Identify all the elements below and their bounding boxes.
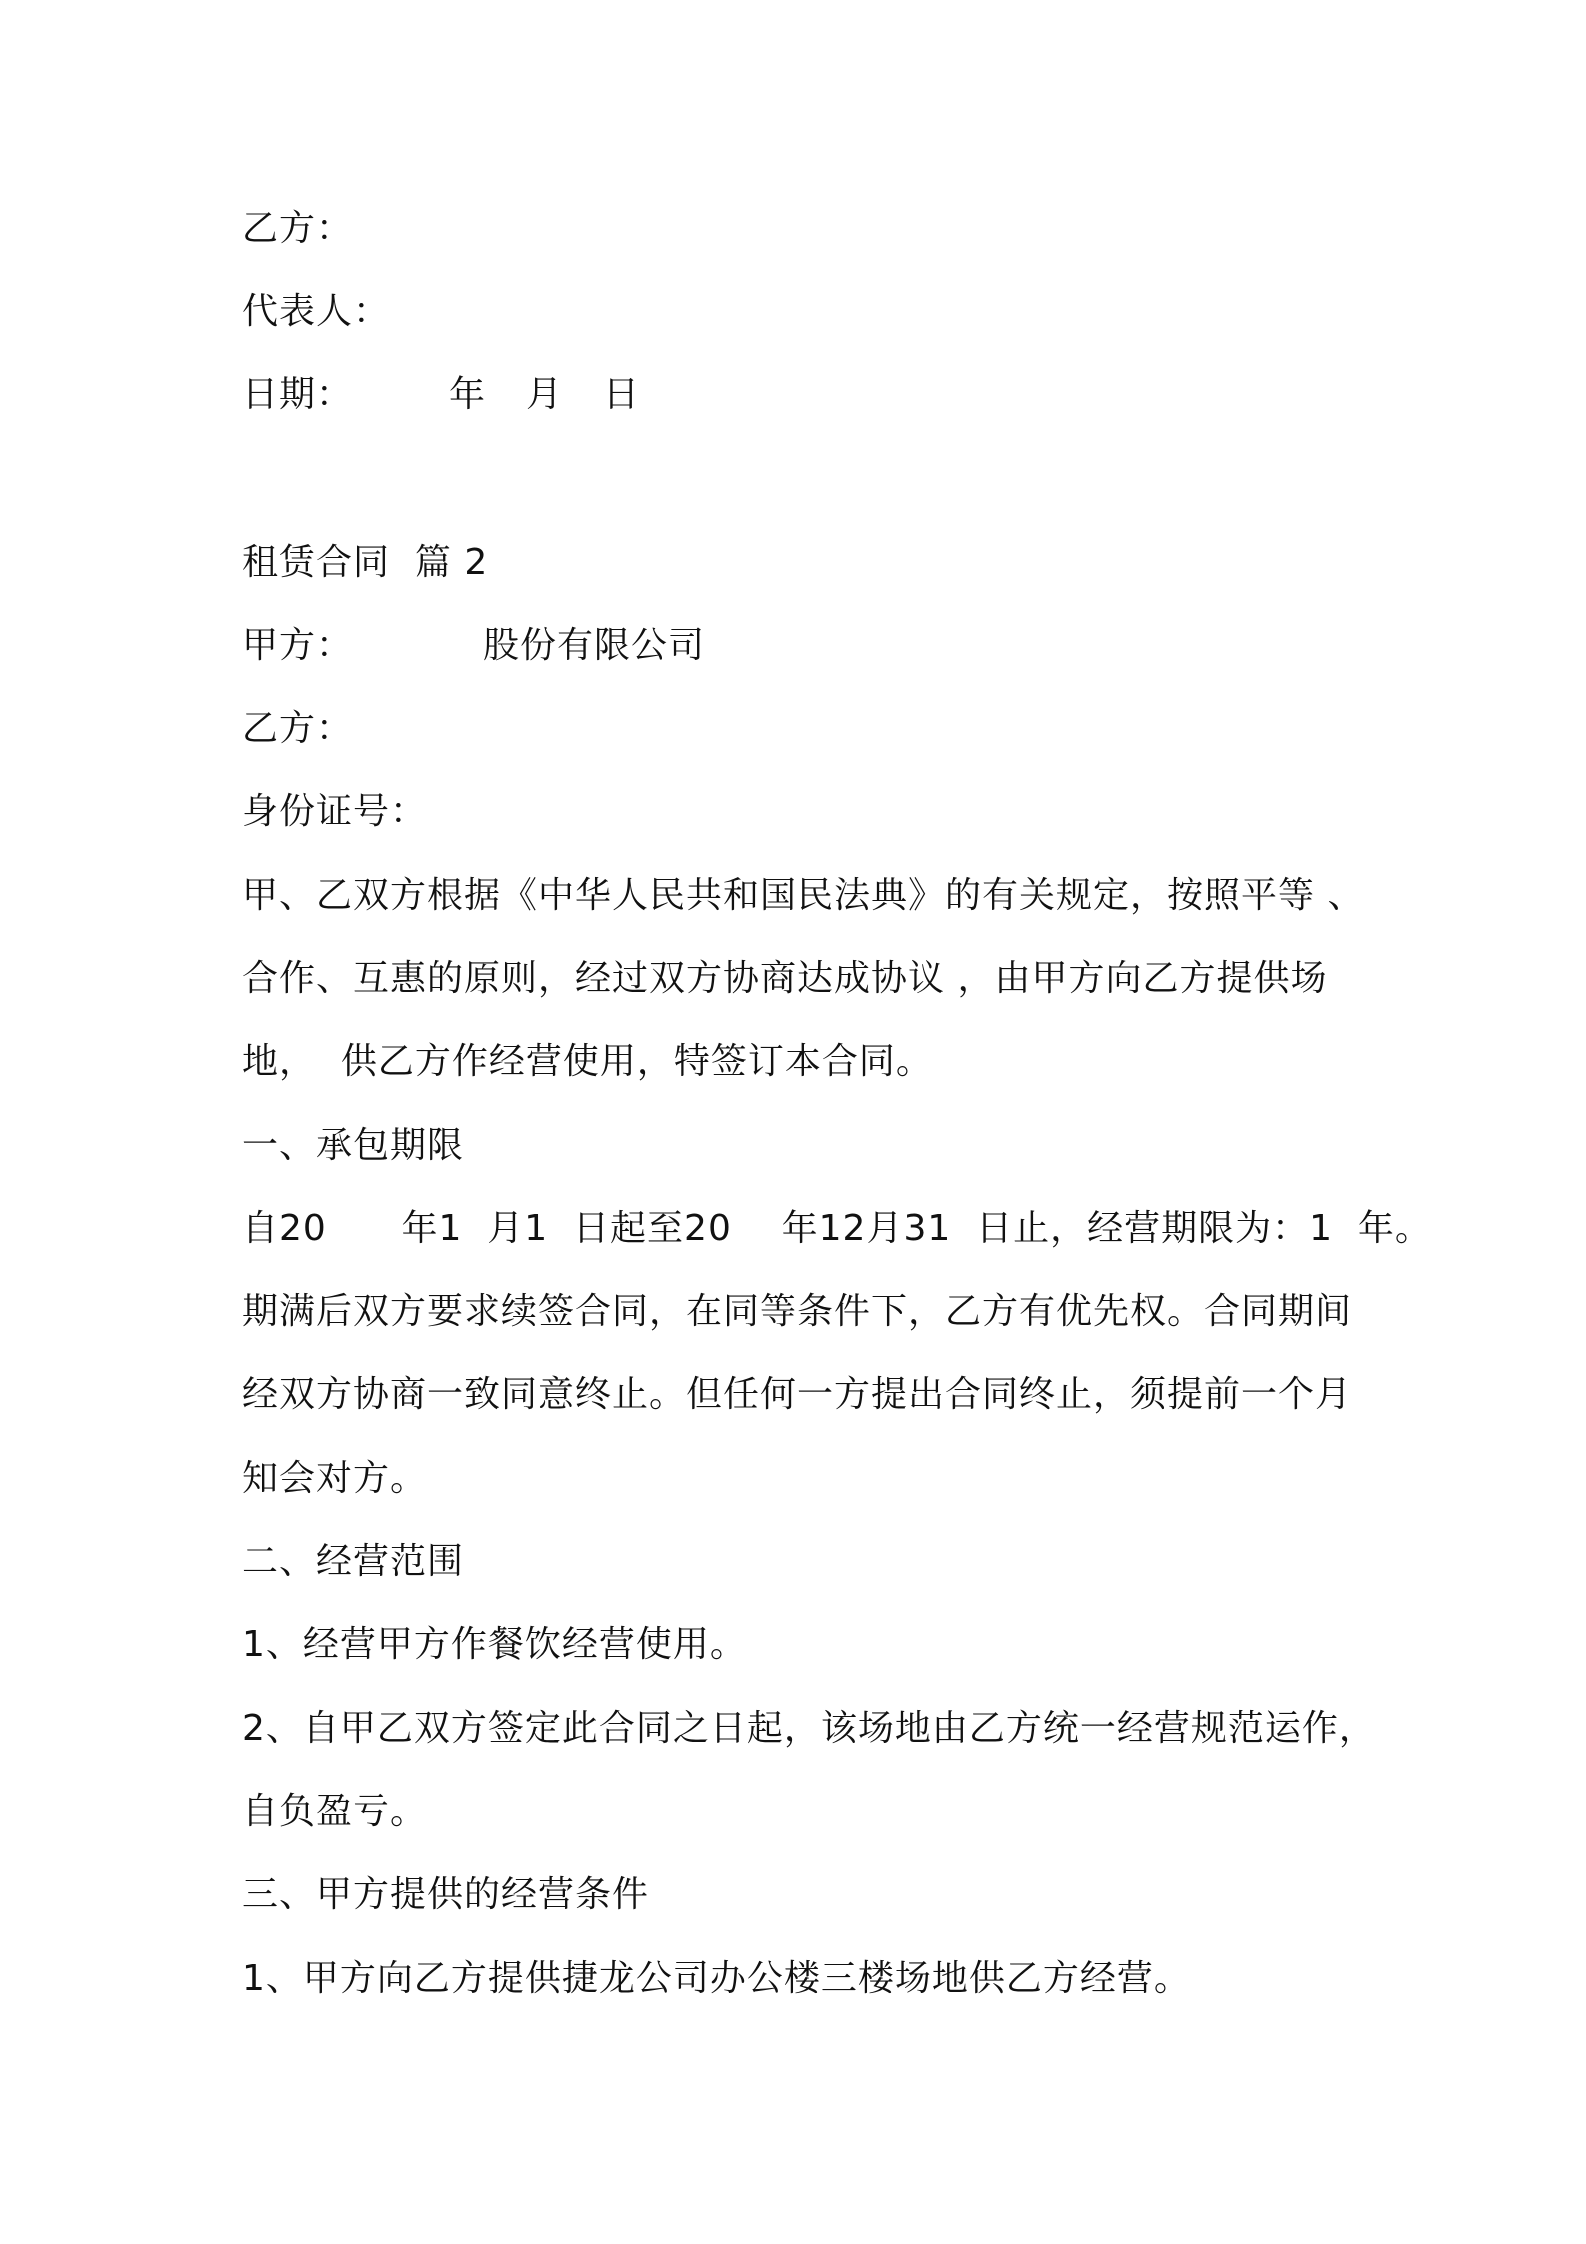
date-day: 日: [603, 374, 641, 415]
intro-line: 地， 供乙方作经营使用，特签订本合同。: [242, 1041, 933, 1082]
section1-title: 一、承包期限: [242, 1125, 465, 1166]
section2-line: 1、经营甲方作餐饮经营使用。: [242, 1624, 747, 1665]
representative-label: 代表人：: [242, 291, 391, 332]
party-a-line: [242, 622, 705, 670]
section1-line: 自20 年1 月1 日起至20 年12月31 日止，经营期限为：1 年。: [242, 1208, 1432, 1249]
section1-line: 知会对方。: [242, 1458, 428, 1499]
party-b-signature-label: 乙方：: [242, 208, 354, 249]
date-line: [242, 371, 640, 419]
intro-line: 甲、乙双方根据《中华人民共和国民法典》的有关规定，按照平等 、: [242, 875, 1365, 916]
section1-line: 经双方协商一致同意终止。但任何一方提出合同终止，须提前一个月: [242, 1374, 1353, 1415]
section2-title: 二、经营范围: [242, 1541, 465, 1582]
party-a-value: 股份有限公司: [483, 625, 706, 666]
date-label: 日期：: [242, 374, 354, 415]
intro-line: 合作、互惠的原则，经过双方协商达成协议 ，由甲方向乙方提供场: [242, 958, 1328, 999]
id-number-label: 身份证号：: [242, 791, 428, 832]
party-b-label: 乙方：: [242, 708, 354, 749]
section1-line: 期满后双方要求续签合同，在同等条件下，乙方有优先权。合同期间: [242, 1291, 1353, 1332]
date-year: 年: [449, 374, 487, 415]
section2-line: 自负盈亏。: [242, 1791, 428, 1832]
party-a-label: 甲方：: [242, 625, 354, 666]
section3-title: 三、甲方提供的经营条件: [242, 1874, 650, 1915]
date-month: 月: [526, 374, 564, 415]
section2-line: 2、自甲乙双方签定此合同之日起，该场地由乙方统一经营规范运作，: [242, 1708, 1376, 1749]
section3-line: 1、甲方向乙方提供捷龙公司办公楼三楼场地供乙方经营。: [242, 1958, 1191, 1999]
contract-title: 租赁合同 篇 2: [242, 542, 489, 583]
